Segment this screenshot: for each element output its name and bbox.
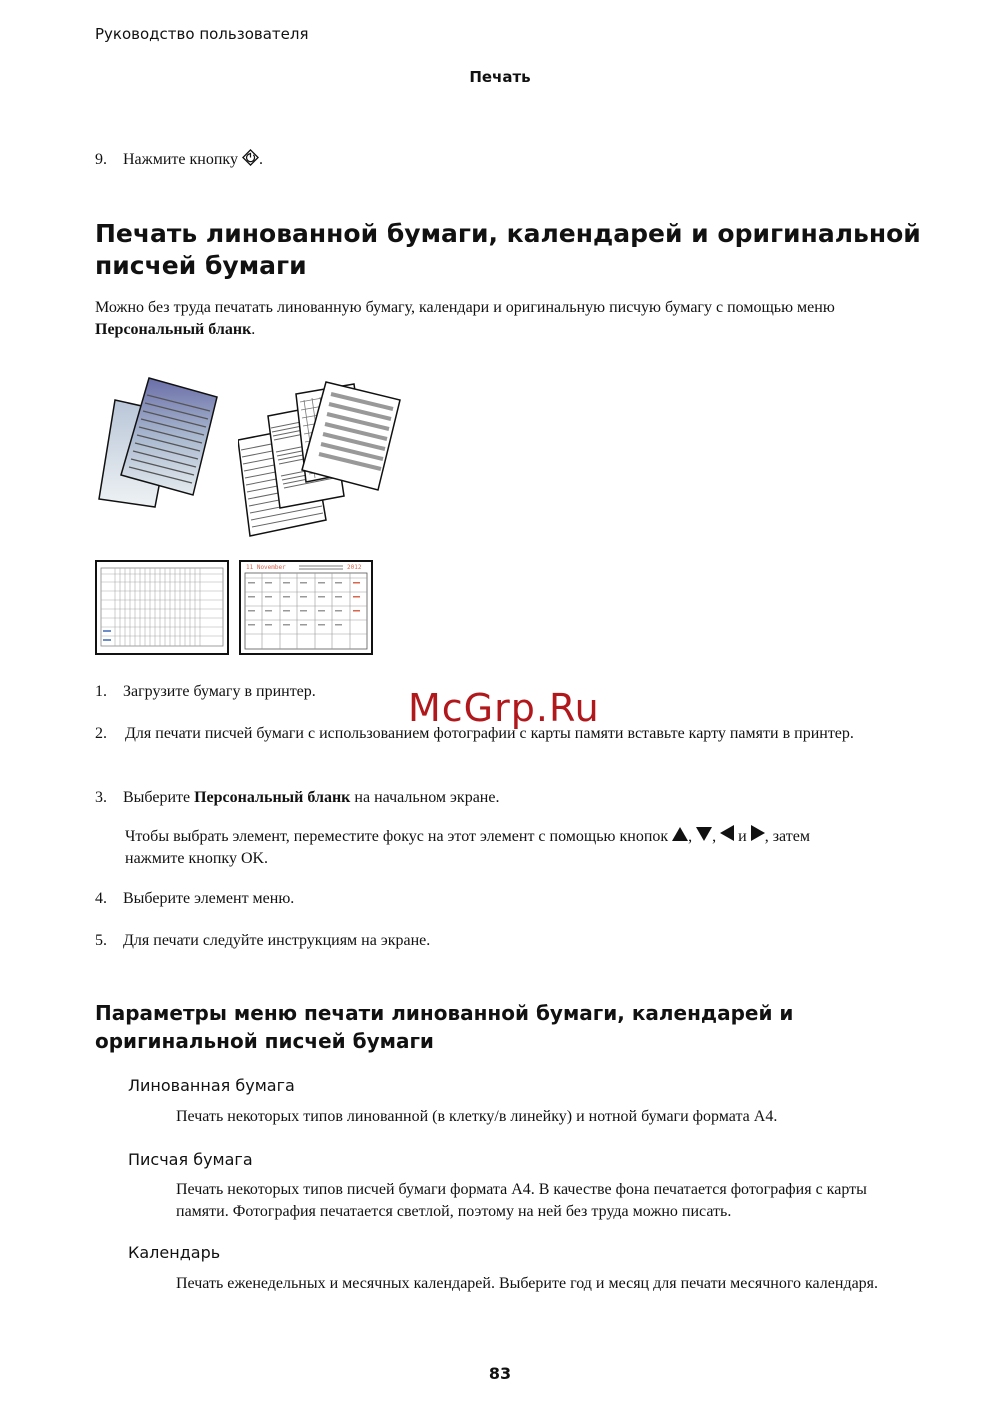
ruled-paper-illustration (238, 380, 403, 540)
intro-end: . (251, 321, 256, 338)
section-header: Печать (469, 68, 531, 86)
letter-paper-illustration (95, 375, 225, 515)
note-separator: , (688, 828, 697, 845)
step-number: 2. (95, 725, 107, 742)
intro-text: Можно без труда печатать линованную бумагу, календари и оригинальную писчую бумагу с помощью меню (95, 299, 835, 316)
right-arrow-icon (751, 825, 765, 841)
step-number: 4. (95, 890, 107, 907)
start-button-icon (242, 149, 259, 166)
step-number: 9. (95, 151, 107, 168)
step-text: Нажмите кнопку (123, 151, 238, 168)
note-separator: , (712, 828, 721, 845)
option-desc-ruled: Печать некоторых типов линованной (в клетку/в линейку) и нотной бумаги формата A4. (176, 1108, 778, 1125)
step-text: Для печати следуйте инструкциям на экране. (123, 932, 431, 949)
front-letter-sheet (121, 378, 217, 495)
watermark: McGrp.Ru (408, 686, 600, 730)
up-arrow-icon (672, 827, 688, 841)
down-arrow-icon (696, 827, 712, 841)
step-9 (95, 149, 263, 171)
note-separator: и (734, 828, 751, 845)
note-text-line2: нажмите кнопку OK. (125, 850, 269, 867)
page-number: 83 (488, 1364, 512, 1383)
option-term-ruled: Линованная бумага (128, 1076, 295, 1095)
option-term-calendar: Календарь (128, 1243, 221, 1262)
step-1 (95, 681, 316, 703)
running-head: Руководство пользователя (95, 25, 309, 43)
weekly-calendar-illustration (95, 560, 229, 655)
step-5 (95, 930, 430, 952)
intro-paragraph (95, 297, 915, 341)
calendar-month-label: 11 November (246, 564, 286, 571)
step-3-note (125, 825, 925, 870)
step-number: 3. (95, 789, 107, 806)
option-term-letter: Писчая бумага (128, 1150, 253, 1169)
step-text: Выберите элемент меню. (123, 890, 295, 907)
step-number: 1. (95, 683, 107, 700)
subsection-title: Параметры меню печати линованной бумаги, календарей и оригинальной писчей бумаги (95, 1001, 794, 1053)
step-text: Для печати писчей бумаги с использованием фотографии с карты памяти вставьте карту памяти в принтер. (125, 725, 854, 742)
step-number: 5. (95, 932, 107, 949)
option-desc-letter: Печать некоторых типов писчей бумаги формата A4. В качестве фона печатается фотография с карты памяти. Фотография печатается светлой, поэтому на ней без труда можно писать. (176, 1181, 867, 1220)
step-bold-menu: Персональный бланк (194, 789, 351, 806)
step-text-end: на начальном экране. (350, 789, 500, 806)
calendar-year-label: 2012 (347, 564, 362, 571)
step-4 (95, 888, 294, 910)
step-text: Загрузите бумагу в принтер. (123, 683, 316, 700)
option-desc-calendar: Печать еженедельных и месячных календарей. Выберите год и месяц для печати месячного календаря. (176, 1275, 879, 1292)
step-text: Выберите (123, 789, 195, 806)
left-arrow-icon (720, 825, 734, 841)
note-text-end: , затем (764, 828, 810, 845)
monthly-calendar-illustration (239, 560, 373, 655)
step-text-end: . (258, 151, 263, 168)
intro-bold-menu: Персональный бланк (95, 321, 252, 338)
note-text: Чтобы выбрать элемент, переместите фокус на этот элемент с помощью кнопок (125, 828, 673, 845)
section-title: Печать линованной бумаги, календарей и оригинальной писчей бумаги (95, 219, 921, 280)
step-3 (95, 787, 895, 809)
